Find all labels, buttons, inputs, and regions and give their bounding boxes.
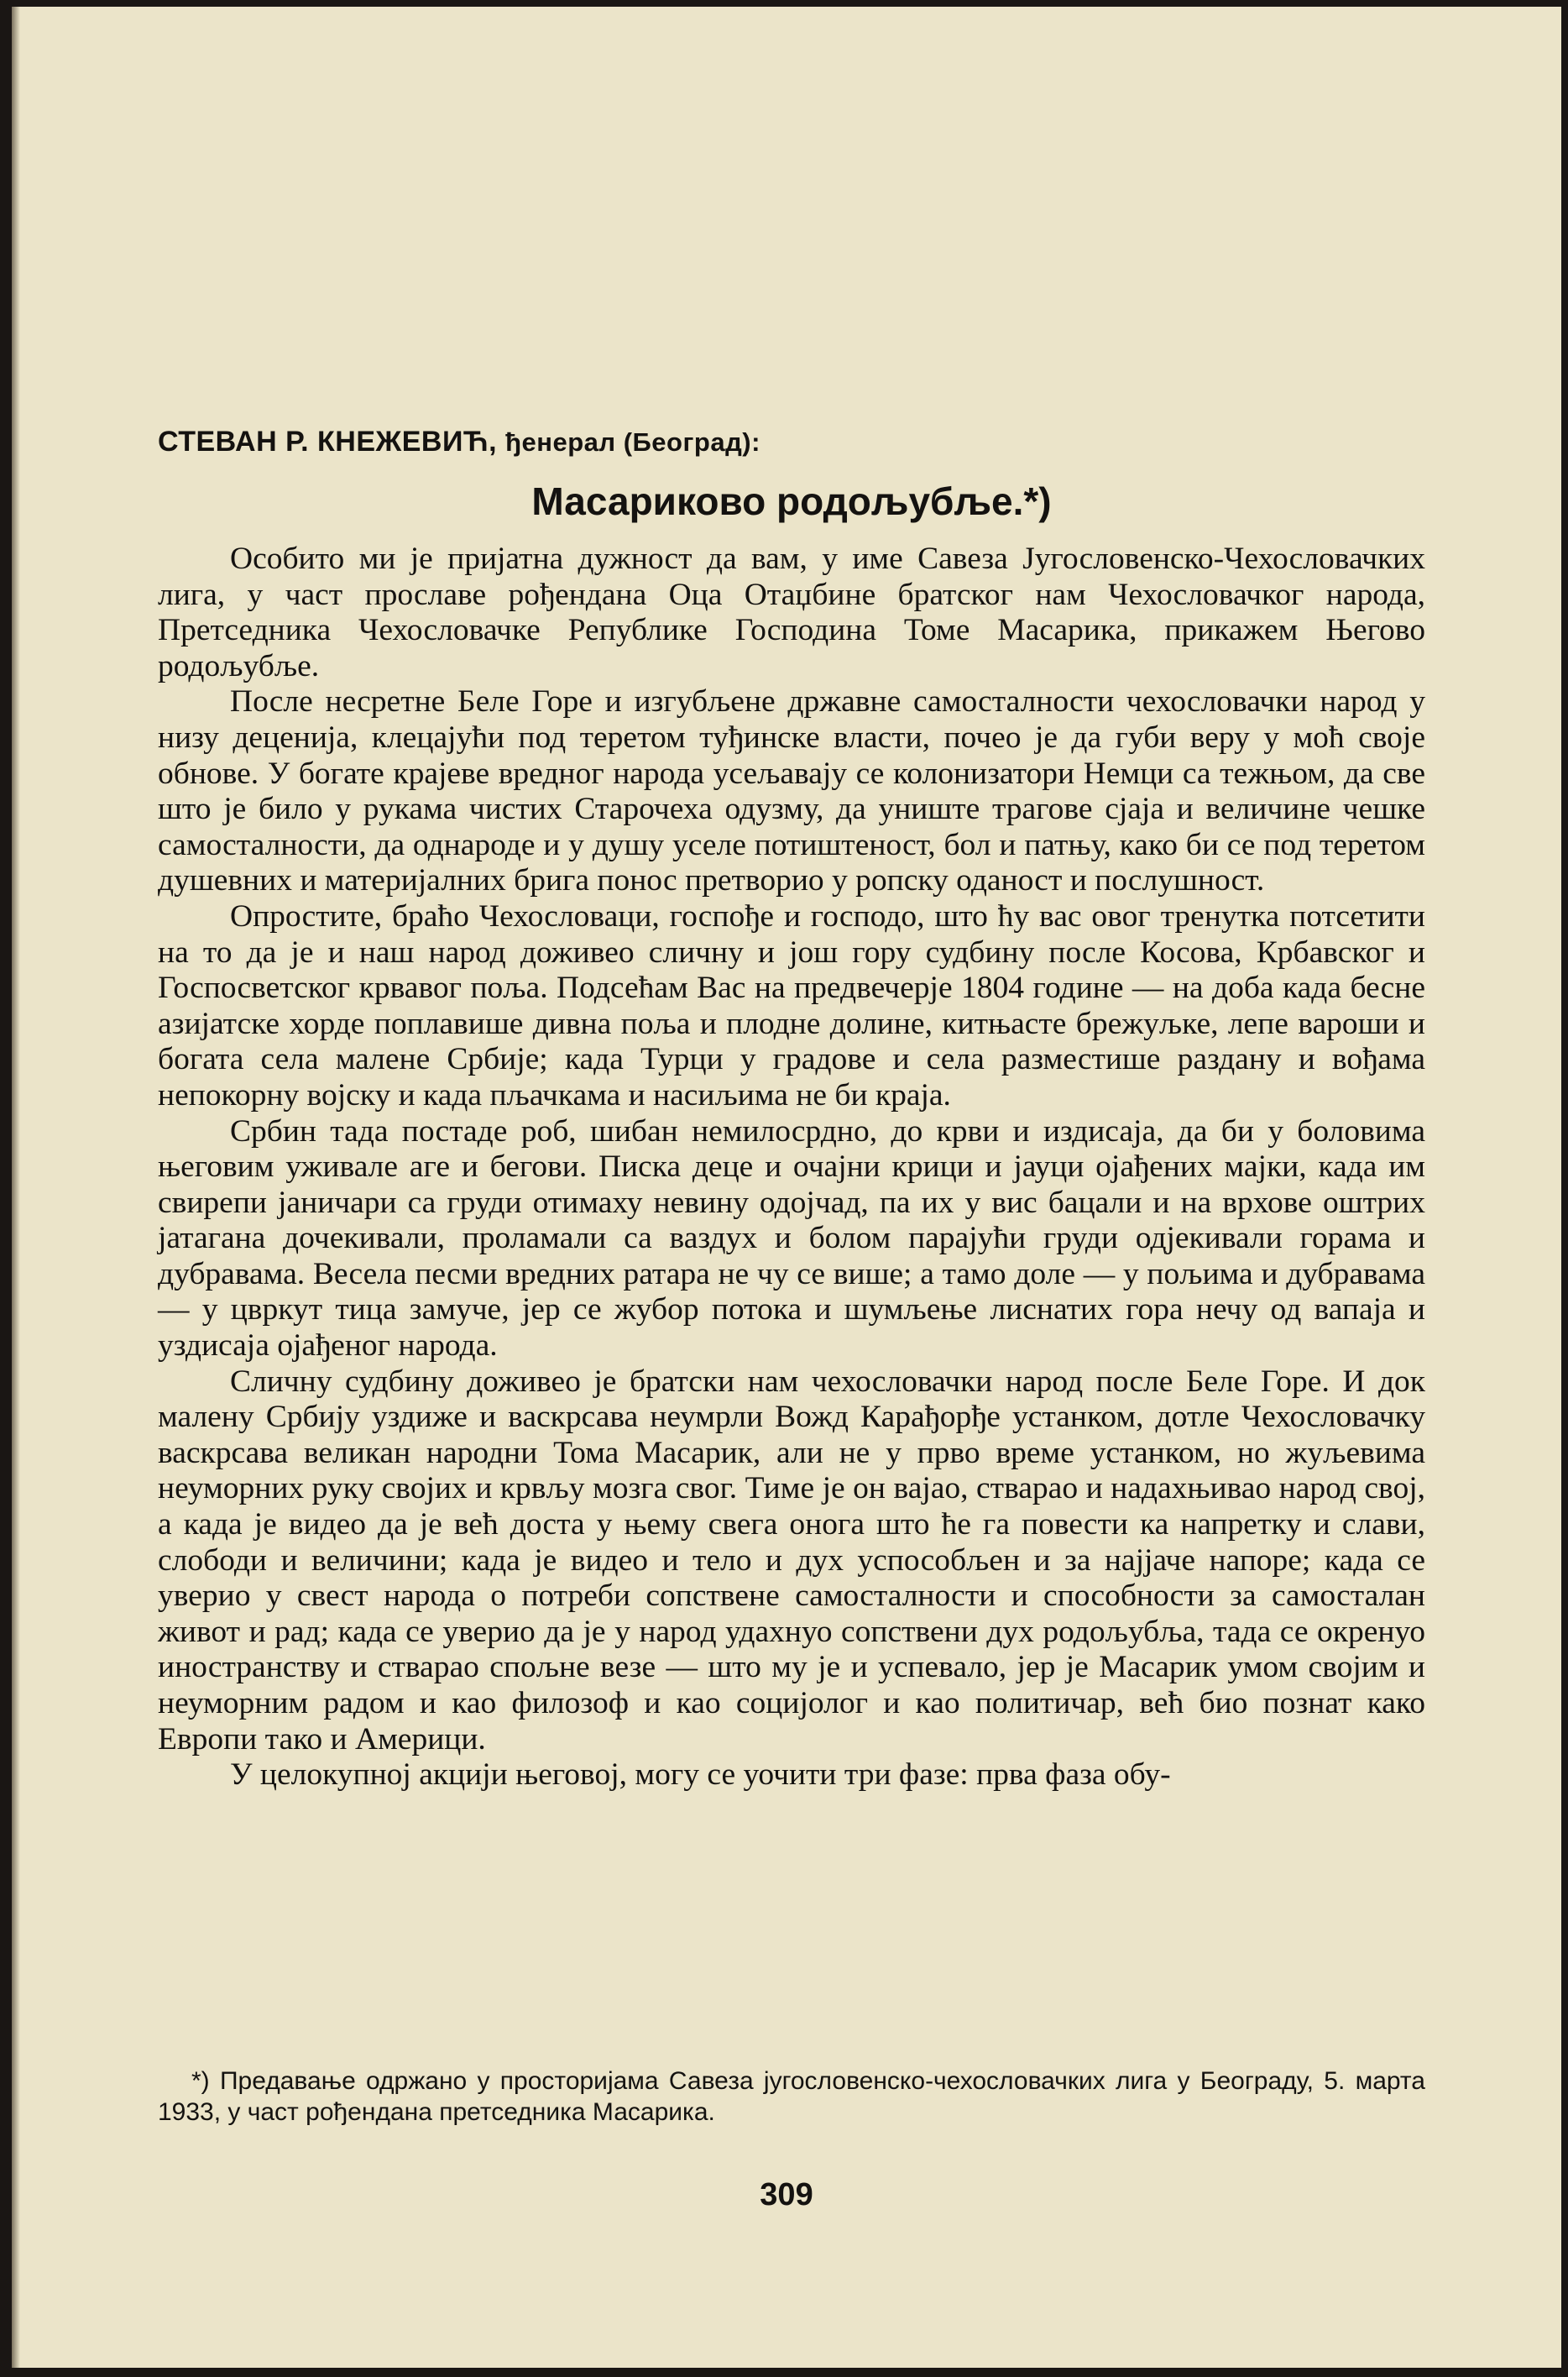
paragraph: После несретне Беле Горе и изгубљене државне самосталности чехословачки народ у низу деценија, клецајући под теретом туђинске власти, почео је да губи веру у моћ своје обнове. У богате крајеве вредног народа усељавају се колонизатори Немци са тежњом, да све што је било у рукама чистих Старочеха одузму, да униште трагове сјаја и величине чешке самосталности, да однароде и у душу уселе потиштеност, бол и патњу, како би се под теретом душевних и материјалних брига понос претворио у ропску оданост и послушност. [158,684,1425,898]
author-role: ђенерал (Београд): [505,427,760,457]
article-title: Масариково родољубље.*) [531,479,1052,523]
paragraph: Опростите, браћо Чехословаци, госпође и господо, што ћу вас овог тренутка потсетити на то да је и наш народ доживео сличну и још гору судбину после Косова, Крбавског и Госпосветског крвавог поља. Подсећам Вас на предвечерје 1804 године — на доба када бесне азијатске хорде поплавише дивна поља и плодне долине, китњасте брежуљке, лепе вароши и богата села малене Србије; када Турци у градове и села разместише раздану и вођама непокорну војску и када пљачкама и насиљима не би краја. [158,898,1425,1113]
page-number: 309 [760,2177,813,2212]
paragraph: У целокупној акцији његовој, могу се уочити три фазе: прва фаза обу- [230,1757,1171,1793]
paragraph: Србин тада постаде роб, шибан немилосрдно, до крви и издисаја, да би у боловима његовим уживале аге и бегови. Писка деце и очајни крици и јауци ојађених мајки, када им свирепи јаничари са груди отимаху невину одојчад, па их у вис бацали и на врхове оштрих јатагана дочекивали, проламали са ваздух и болом парајући груди одјекивали горама и дубравама. Весела песми вредних ратара не чу се више; а тамо доле — у пољима и дубравама — у цвркут тица замуче, јер се жубор потока и шумљење лиснатих гора нечу од вапаја и уздисаја ојађеног народа. [158,1113,1425,1364]
article-body [158,423,1425,1793]
paragraph: Особито ми је пријатна дужност да вам, у име Савеза Југословенско-Чехословачких лига, у част прославе рођендана Оца Отаџбине братског нам Чехословачког народа, Претседника Чехословачке Републике Господина Томе Масарика, прикажем Његово родољубље. [158,542,1425,683]
byline [158,423,1425,461]
paragraph: Сличну судбину доживео је братски нам чехословачки народ после Беле Горе. И док малену Србију уздиже и васкрсава неумрли Вожд Карађорђе устанком, дотле Чехословачку васкрсава великан народни Тома Масарик, али не у прво време устанком, но жуљевима неуморних руку својих и крвљу мозга свог. Тиме је он вајао, стварао и надахњивао народ свој, а када је видео да је већ доста у њему свега онога што ће га повести ка напретку и слави, слободи и величини; када је видео и тело и дух успособљен и за најјаче напоре; када се уверио у свест народа о потреби сопствене самосталности и способности за самосталан живот и рад; када се уверио да је у народ удахнуо сопствени дух родољубља, тада се окренуо иностранству и стварао спољне везе — што му је и успевало, јер је Масарик умом својим и неуморним радом и као филозоф и као социјолог и као политичар, већ био познат како Европи тако и Америци. [158,1364,1425,1757]
footnote: *) Предавање одржано у просторијама Савеза југословенско-чехословачких лига у Београду, 5. марта 1933, у част рођендана претседника Масарика. [158,2067,1425,2126]
author-name: СТЕВАН Р. КНЕЖЕВИЋ, [158,426,498,458]
page [12,7,1561,2368]
